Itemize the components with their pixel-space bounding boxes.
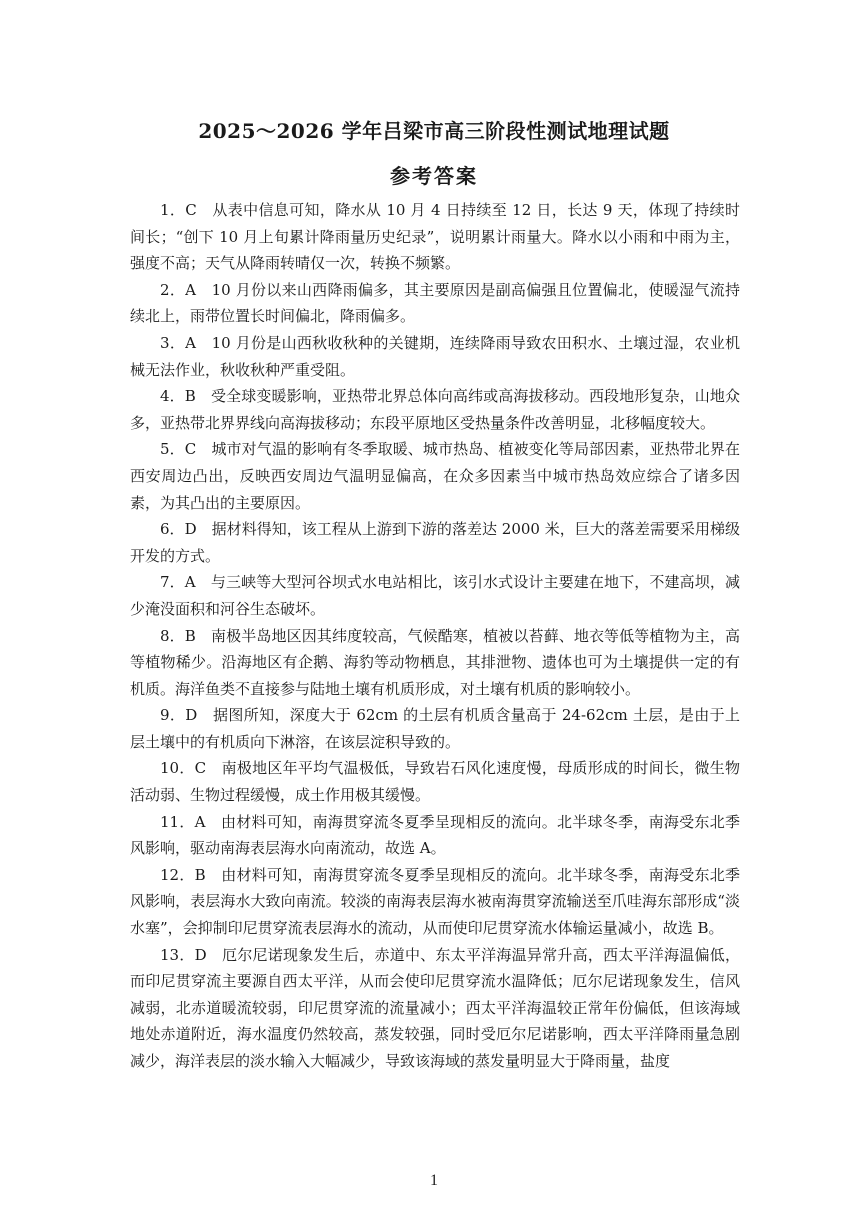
answer-explanation: 厄尔尼诺现象发生后，赤道中、东太平洋海温异常升高，西太平洋海温偏低，而印尼贯穿流主要源自西太平洋，从而会使印尼贯穿流水温降低；厄尔尼诺现象发生，信风减弱，北赤道暖流较弱，印尼贯穿流的流量减小；西太平洋海温较正常年份偏低，但该海域地处赤道附近，海水温度仍然较高，蒸发较强，同时受厄尔尼诺影响，西太平洋降雨量急剧减少，海洋表层的淡水输入大幅减少，导致该海域的蒸发量明显大于降雨量，盐度 <box>130 945 740 1070</box>
answer-number: 10．C <box>160 759 207 778</box>
answer-item <box>130 809 740 862</box>
answer-item <box>130 330 740 383</box>
answer-number: 11．A <box>160 812 206 831</box>
answer-item <box>130 436 740 516</box>
document-subtitle: 参考答案 <box>390 164 478 188</box>
answer-item <box>130 942 740 1075</box>
answer-number: 9．D <box>160 706 198 725</box>
answer-explanation: 据图所知，深度大于 62cm 的土层有机质含量高于 24-62cm 土层，是由于上层土壤中的有机质向下淋溶，在该层淀积导致的。 <box>130 706 740 751</box>
answer-list <box>130 197 740 1075</box>
answer-number: 4．B <box>160 387 196 406</box>
answer-explanation: 由材料可知，南海贯穿流冬夏季呈现相反的流向。北半球冬季，南海受东北季风影响，驱动南海表层海水向南流动，故选 A。 <box>130 812 740 858</box>
answer-item <box>130 702 740 755</box>
answer-explanation: 从表中信息可知，降水从 10 月 4 日持续至 12 日，长达 9 天，体现了持续时间长；“创下 10 月上旬累计降雨量历史纪录”，说明累计雨量大。降水以小雨和中雨为主，强度不高；天气从降雨转晴仅一次，转换不频繁。 <box>130 201 740 273</box>
page-number: 1 <box>430 1172 438 1189</box>
answer-number: 1．C <box>160 201 197 219</box>
answer-explanation: 与三峡等大型河谷坝式水电站相比，该引水式设计主要建在地下，不建高坝，减少淹没面积和河谷生态破坏。 <box>130 573 740 618</box>
answer-number: 2．A <box>160 280 196 299</box>
answer-number: 3．A <box>160 333 196 352</box>
answer-item <box>130 623 740 703</box>
document-title: 2025～2026 学年吕梁市高三阶段性测试地理试题 <box>198 119 670 143</box>
answer-item <box>130 862 740 942</box>
answer-explanation: 受全球变暖影响，亚热带北界总体向高纬或高海拔移动。西段地形复杂，山地众多，亚热带北界界线向高海拔移动；东段平原地区受热量条件改善明显，北移幅度较大。 <box>130 387 740 432</box>
answer-explanation: 由材料可知，南海贯穿流冬夏季呈现相反的流向。北半球冬季，南海受东北季风影响，表层海水大致向南流。较淡的南海表层海水被南海贯穿流输送至爪哇海东部形成“淡水塞”，会抑制印尼贯穿流表层海水的流动，从而使印尼贯穿流水体输运量减小，故选 B。 <box>130 865 740 938</box>
answer-number: 5．C <box>160 440 197 459</box>
answer-item <box>130 755 740 808</box>
answer-number: 6．D <box>160 520 197 539</box>
answer-number: 8．B <box>160 626 196 645</box>
answer-number: 12．B <box>160 865 206 884</box>
answer-number: 13．D <box>160 945 207 964</box>
answer-explanation: 10 月份以来山西降雨偏多，其主要原因是副高偏强且位置偏北，使暖湿气流持续北上，雨带位置长时间偏北，降雨偏多。 <box>130 280 740 326</box>
answer-number: 7．A <box>160 573 196 592</box>
answer-explanation: 南极半岛地区因其纬度较高，气候酷寒，植被以苔藓、地衣等低等植物为主，高等植物稀少。沿海地区有企鹅、海豹等动物栖息，其排泄物、遗体也可为土壤提供一定的有机质。海洋鱼类不直接参与陆地土壤有机质形成，对土壤有机质的影响较小。 <box>130 626 740 698</box>
answer-explanation: 城市对气温的影响有冬季取暖、城市热岛、植被变化等局部因素，亚热带北界在西安周边凸出，反映西安周边气温明显偏高，在众多因素当中城市热岛效应综合了诸多因素，为其凸出的主要原因。 <box>130 440 740 512</box>
answer-item <box>130 197 740 277</box>
answer-item <box>130 569 740 622</box>
answer-item <box>130 277 740 330</box>
answer-explanation: 据材料得知，该工程从上游到下游的落差达 2000 米，巨大的落差需要采用梯级开发的方式。 <box>130 520 740 565</box>
answer-explanation: 10 月份是山西秋收秋种的关键期，连续降雨导致农田积水、土壤过湿，农业机械无法作业，秋收秋种严重受阻。 <box>130 333 740 379</box>
answer-explanation: 南极地区年平均气温极低，导致岩石风化速度慢，母质形成的时间长，微生物活动弱、生物过程缓慢，成土作用极其缓慢。 <box>130 759 740 805</box>
answer-item <box>130 383 740 436</box>
answer-item <box>130 516 740 569</box>
